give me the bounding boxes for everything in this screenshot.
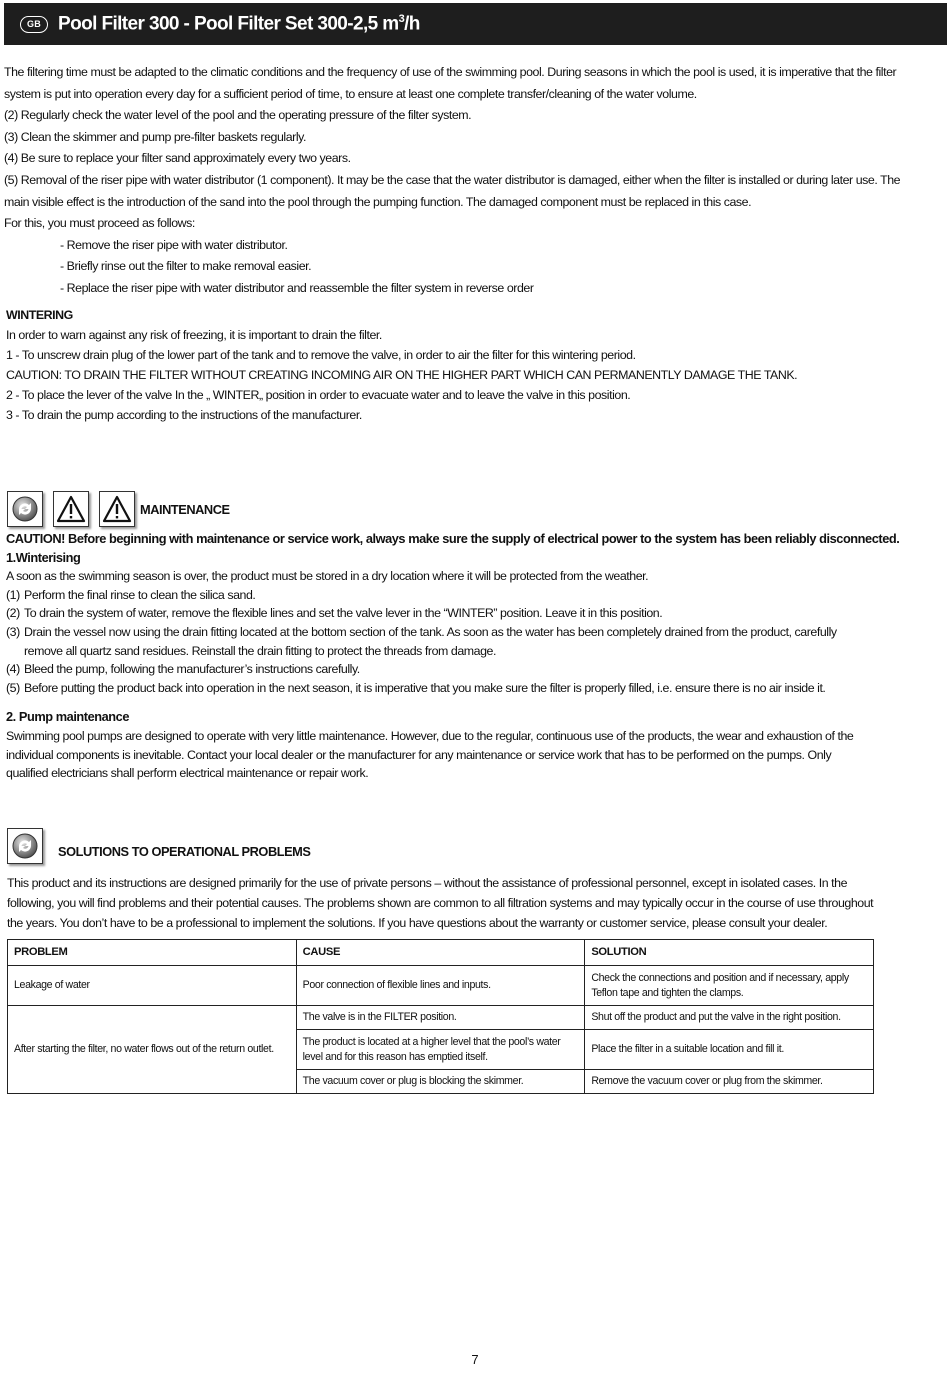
table-cell: After starting the filter, no water flows out of the return outlet.: [8, 1006, 297, 1094]
warning-triangle-icon: [53, 491, 89, 527]
winterising-intro: A soon as the swimming season is over, the product must be stored in a dry location where it will be protected from the weather.: [6, 569, 649, 584]
table-row: [8, 1006, 874, 1030]
table-header: CAUSE: [296, 940, 585, 966]
recycle-disc-icon: [7, 491, 43, 527]
table-cell: The product is located at a higher level that the pool’s water level and for this reason has emptied itself.: [296, 1030, 585, 1070]
table-header-row: [8, 940, 874, 966]
step-item: - Remove the riser pipe with water distributor.: [60, 237, 288, 252]
list-item: (5) Before putting the product back into operation in the next season, it is imperative that you make sure the filter is properly filled, i.e. ensure there is no air inside it.: [6, 680, 826, 695]
solutions-title: SOLUTIONS TO OPERATIONAL PROBLEMS: [58, 844, 311, 859]
solutions-intro: This product and its instructions are designed primarily for the use of private persons – without the assistance of professional personnel, except in isolated cases. In the following, you will find problems and their potential causes. The problems shown are common to all filtration systems and may typically occur in the course of use throughout the years. You don’t have to be a professional to implement the solutions. If you have questions about the warranty or customer service, please consult your dealer.: [7, 876, 874, 930]
list-item: (2) To drain the system of water, remove the flexible lines and set the valve lever in the “WINTER” position. Leave it in this position.: [6, 606, 663, 621]
table-cell: Check the connections and position and if necessary, apply Teflon tape and tighten the clamps.: [585, 966, 874, 1006]
maintenance-section: [6, 530, 911, 783]
page-number: 7: [471, 1352, 479, 1367]
table-cell: The vacuum cover or plug is blocking the skimmer.: [296, 1070, 585, 1094]
proceed-line: For this, you must proceed as follows:: [4, 216, 195, 231]
page-header: [4, 3, 947, 45]
intro-item: (3) Clean the skimmer and pump pre-filter baskets regularly.: [4, 129, 306, 144]
list-item: (3) Drain the vessel now using the drain fitting located at the bottom section of the tank. As soon as the water has been completely drained from the product, carefully remove all quartz sand residues. Reinstall the drain fitting to protect the threads from damage.: [6, 624, 837, 658]
pump-maintenance-title: 2. Pump maintenance: [6, 709, 130, 725]
intro-item: (5) Removal of the riser pipe with water distributor (1 component). It may be the case that the water distributor is damaged, either when the filter is installed or during later use. The main visible effect is the introduction of the sand into the pool through the pumping function. The damaged component must be replaced in this case.: [4, 172, 901, 209]
table-cell: Remove the vacuum cover or plug from the skimmer.: [585, 1070, 874, 1094]
table-cell: Place the filter in a suitable location and fill it.: [585, 1030, 874, 1070]
intro-section: [4, 62, 909, 300]
wintering-caution: CAUTION: TO DRAIN THE FILTER WITHOUT CREATING INCOMING AIR ON THE HIGHER PART WHICH CAN PERMANENTLY DAMAGE THE TANK.: [6, 368, 798, 382]
table-cell: Leakage of water: [8, 966, 297, 1006]
wintering-line: 3 - To drain the pump according to the instructions of the manufacturer.: [6, 408, 362, 422]
intro-item: (4) Be sure to replace your filter sand approximately every two years.: [4, 151, 351, 166]
table-row: [8, 966, 874, 1006]
table-cell: Shut off the product and put the valve in the right position.: [585, 1006, 874, 1030]
table-cell: Poor connection of flexible lines and inputs.: [296, 966, 585, 1006]
table-header: PROBLEM: [8, 940, 297, 966]
winterising-title: 1.Winterising: [6, 549, 81, 565]
step-item: - Briefly rinse out the filter to make removal easier.: [60, 259, 312, 274]
problems-table: [7, 939, 874, 1094]
maintenance-title: MAINTENANCE: [140, 502, 230, 517]
maintenance-caution: CAUTION! Before beginning with maintenance or service work, always make sure the supply of electrical power to the system has been reliably disconnected.: [6, 531, 900, 546]
step-item: - Replace the riser pipe with water distributor and reassemble the filter system in reverse order: [60, 280, 534, 295]
page-title: Pool Filter 300 - Pool Filter Set 300-2,5 $m^3/h$: [58, 12, 420, 35]
list-item: (1) Perform the final rinse to clean the silica sand.: [6, 587, 256, 602]
wintering-title: WINTERING: [6, 308, 73, 322]
wintering-line: 1 - To unscrew drain plug of the lower part of the tank and to remove the valve, in order to air the filter for this wintering period.: [6, 348, 636, 362]
pump-maintenance-text: Swimming pool pumps are designed to operate with very little maintenance. However, due to the regular, continuous use of the products, the wear and exhaustion of the individual components is inevitable. Contact your local dealer or the manufacturer for any maintenance or service work that has to be performed on the pumps. Only qualified electricians shall perform electrical maintenance or repair work.: [6, 728, 854, 781]
warning-triangle-icon: [99, 491, 135, 527]
recycle-disc-icon: [7, 828, 43, 864]
table-header: SOLUTION: [585, 940, 874, 966]
language-badge: GB: [20, 16, 48, 33]
table-cell: The valve is in the FILTER position.: [296, 1006, 585, 1030]
wintering-section: [6, 305, 906, 425]
wintering-line: 2 - To place the lever of the valve In the „ WINTER„ position in order to evacuate water and to leave the valve in this position.: [6, 388, 631, 402]
intro-item: (2) Regularly check the water level of the pool and the operating pressure of the filter system.: [4, 108, 472, 123]
intro-paragraph: The filtering time must be adapted to the climatic conditions and the frequency of use of the swimming pool. During seasons in which the pool is used, it is imperative that the filter system is put into operation every day for a sufficient period of time, to ensure at least one complete transfer/cleaning of the water volume.: [4, 65, 897, 101]
wintering-line: In order to warn against any risk of freezing, it is important to drain the filter.: [6, 328, 382, 342]
list-item: (4) Bleed the pump, following the manufacturer’s instructions carefully.: [6, 662, 360, 677]
